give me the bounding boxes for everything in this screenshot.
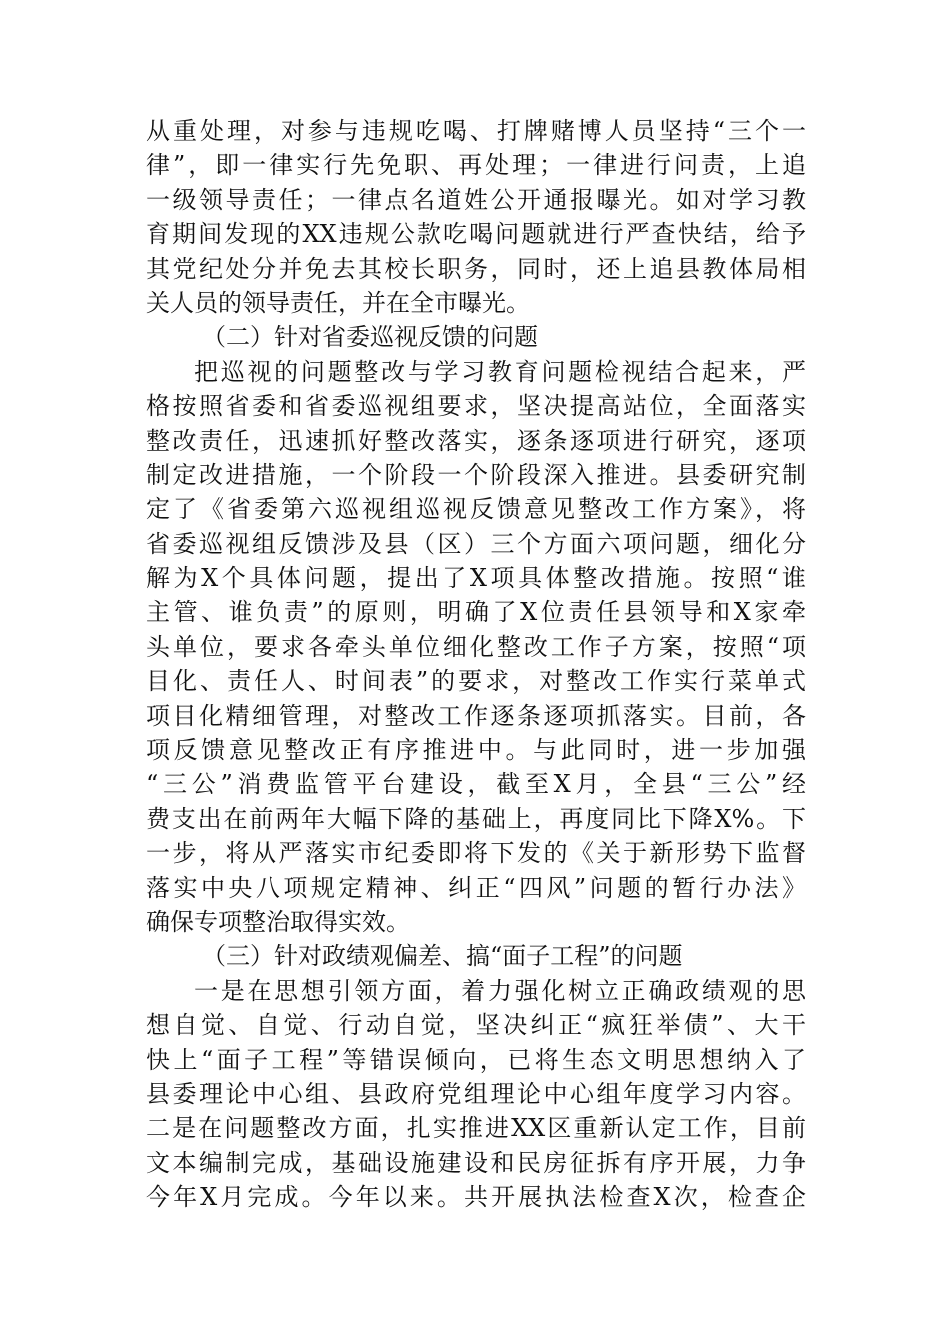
text-line: 费支出在前两年大幅下降的基础上，再度同比下降X%。下 bbox=[146, 804, 806, 833]
text-line: 项反馈意见整改正有序推进中。与此同时，进一步加强 bbox=[146, 736, 806, 765]
text-line: 确保专项整治取得实效。 bbox=[146, 907, 410, 936]
text-line: 落实中央八项规定精神、纠正“四风”问题的暂行办法》 bbox=[146, 873, 806, 902]
text-line: 解为X个具体问题，提出了X项具体整改措施。按照“谁 bbox=[146, 564, 806, 593]
text-line: 一是在思想引领方面，着力强化树立正确政绩观的思 bbox=[194, 976, 806, 1005]
document-page bbox=[146, 114, 806, 1215]
text-line: 格按照省委和省委巡视组要求，坚决提高站位，全面落实 bbox=[146, 392, 806, 421]
text-line: 其党纪处分并免去其校长职务，同时，还上追县教体局相 bbox=[146, 254, 806, 283]
text-line: 育期间发现的XX违规公款吃喝问题就进行严查快结，给予 bbox=[146, 220, 806, 249]
text-line: 目化、责任人、时间表”的要求，对整改工作实行菜单式 bbox=[146, 667, 806, 696]
text-line: 把巡视的问题整改与学习教育问题检视结合起来，严 bbox=[194, 357, 806, 386]
text-line: 一步，将从严落实市纪委即将下发的《关于新形势下监督 bbox=[146, 839, 806, 868]
text-line: 一级领导责任；一律点名道姓公开通报曝光。如对学习教 bbox=[146, 185, 806, 214]
body-paragraph-2 bbox=[146, 355, 806, 940]
text-line: 关人员的领导责任，并在全市曝光。 bbox=[146, 288, 530, 317]
text-line: 头单位，要求各牵头单位细化整改工作子方案，按照“项 bbox=[146, 632, 806, 661]
text-line: “三公”消费监管平台建设，截至X月，全县“三公”经 bbox=[146, 770, 806, 799]
text-line: 想自觉、自觉、行动自觉，坚决纠正“疯狂举债”、大干 bbox=[146, 1011, 806, 1040]
text-line: 从重处理，对参与违规吃喝、打牌赌博人员坚持“三个一 bbox=[146, 117, 806, 145]
text-line: 整改责任，迅速抓好整改落实，逐条逐项进行研究，逐项 bbox=[146, 426, 806, 455]
section-heading-3: （三）针对政绩观偏差、搞“面子工程”的问题 bbox=[202, 942, 683, 971]
text-line: 项目化精细管理，对整改工作逐条逐项抓落实。目前，各 bbox=[146, 701, 806, 730]
body-paragraph-1 bbox=[146, 114, 806, 320]
text-line: 快上“面子工程”等错误倾向，已将生态文明思想纳入了 bbox=[146, 1045, 806, 1074]
text-line: 制定改进措施，一个阶段一个阶段深入推进。县委研究制 bbox=[146, 460, 806, 489]
text-line: 文本编制完成，基础设施建设和民房征拆有序开展，力争 bbox=[146, 1148, 806, 1177]
text-line: 定了《省委第六巡视组巡视反馈意见整改工作方案》，将 bbox=[146, 495, 806, 524]
text-line: 主管、谁负责”的原则，明确了X位责任县领导和X家牵 bbox=[146, 598, 806, 627]
text-line: 今年X月完成。今年以来。共开展执法检查X次，检查企 bbox=[146, 1183, 806, 1212]
text-line: 省委巡视组反馈涉及县（区）三个方面六项问题，细化分 bbox=[146, 529, 806, 558]
text-line: 县委理论中心组、县政府党组理论中心组年度学习内容。 bbox=[146, 1079, 806, 1108]
section-heading-2: （二）针对省委巡视反馈的问题 bbox=[202, 323, 538, 352]
text-line: 二是在问题整改方面，扎实推进XX区重新认定工作，目前 bbox=[146, 1114, 806, 1143]
body-paragraph-3 bbox=[146, 974, 806, 1215]
text-line: 律”，即一律实行先免职、再处理；一律进行问责，上追 bbox=[146, 151, 806, 180]
